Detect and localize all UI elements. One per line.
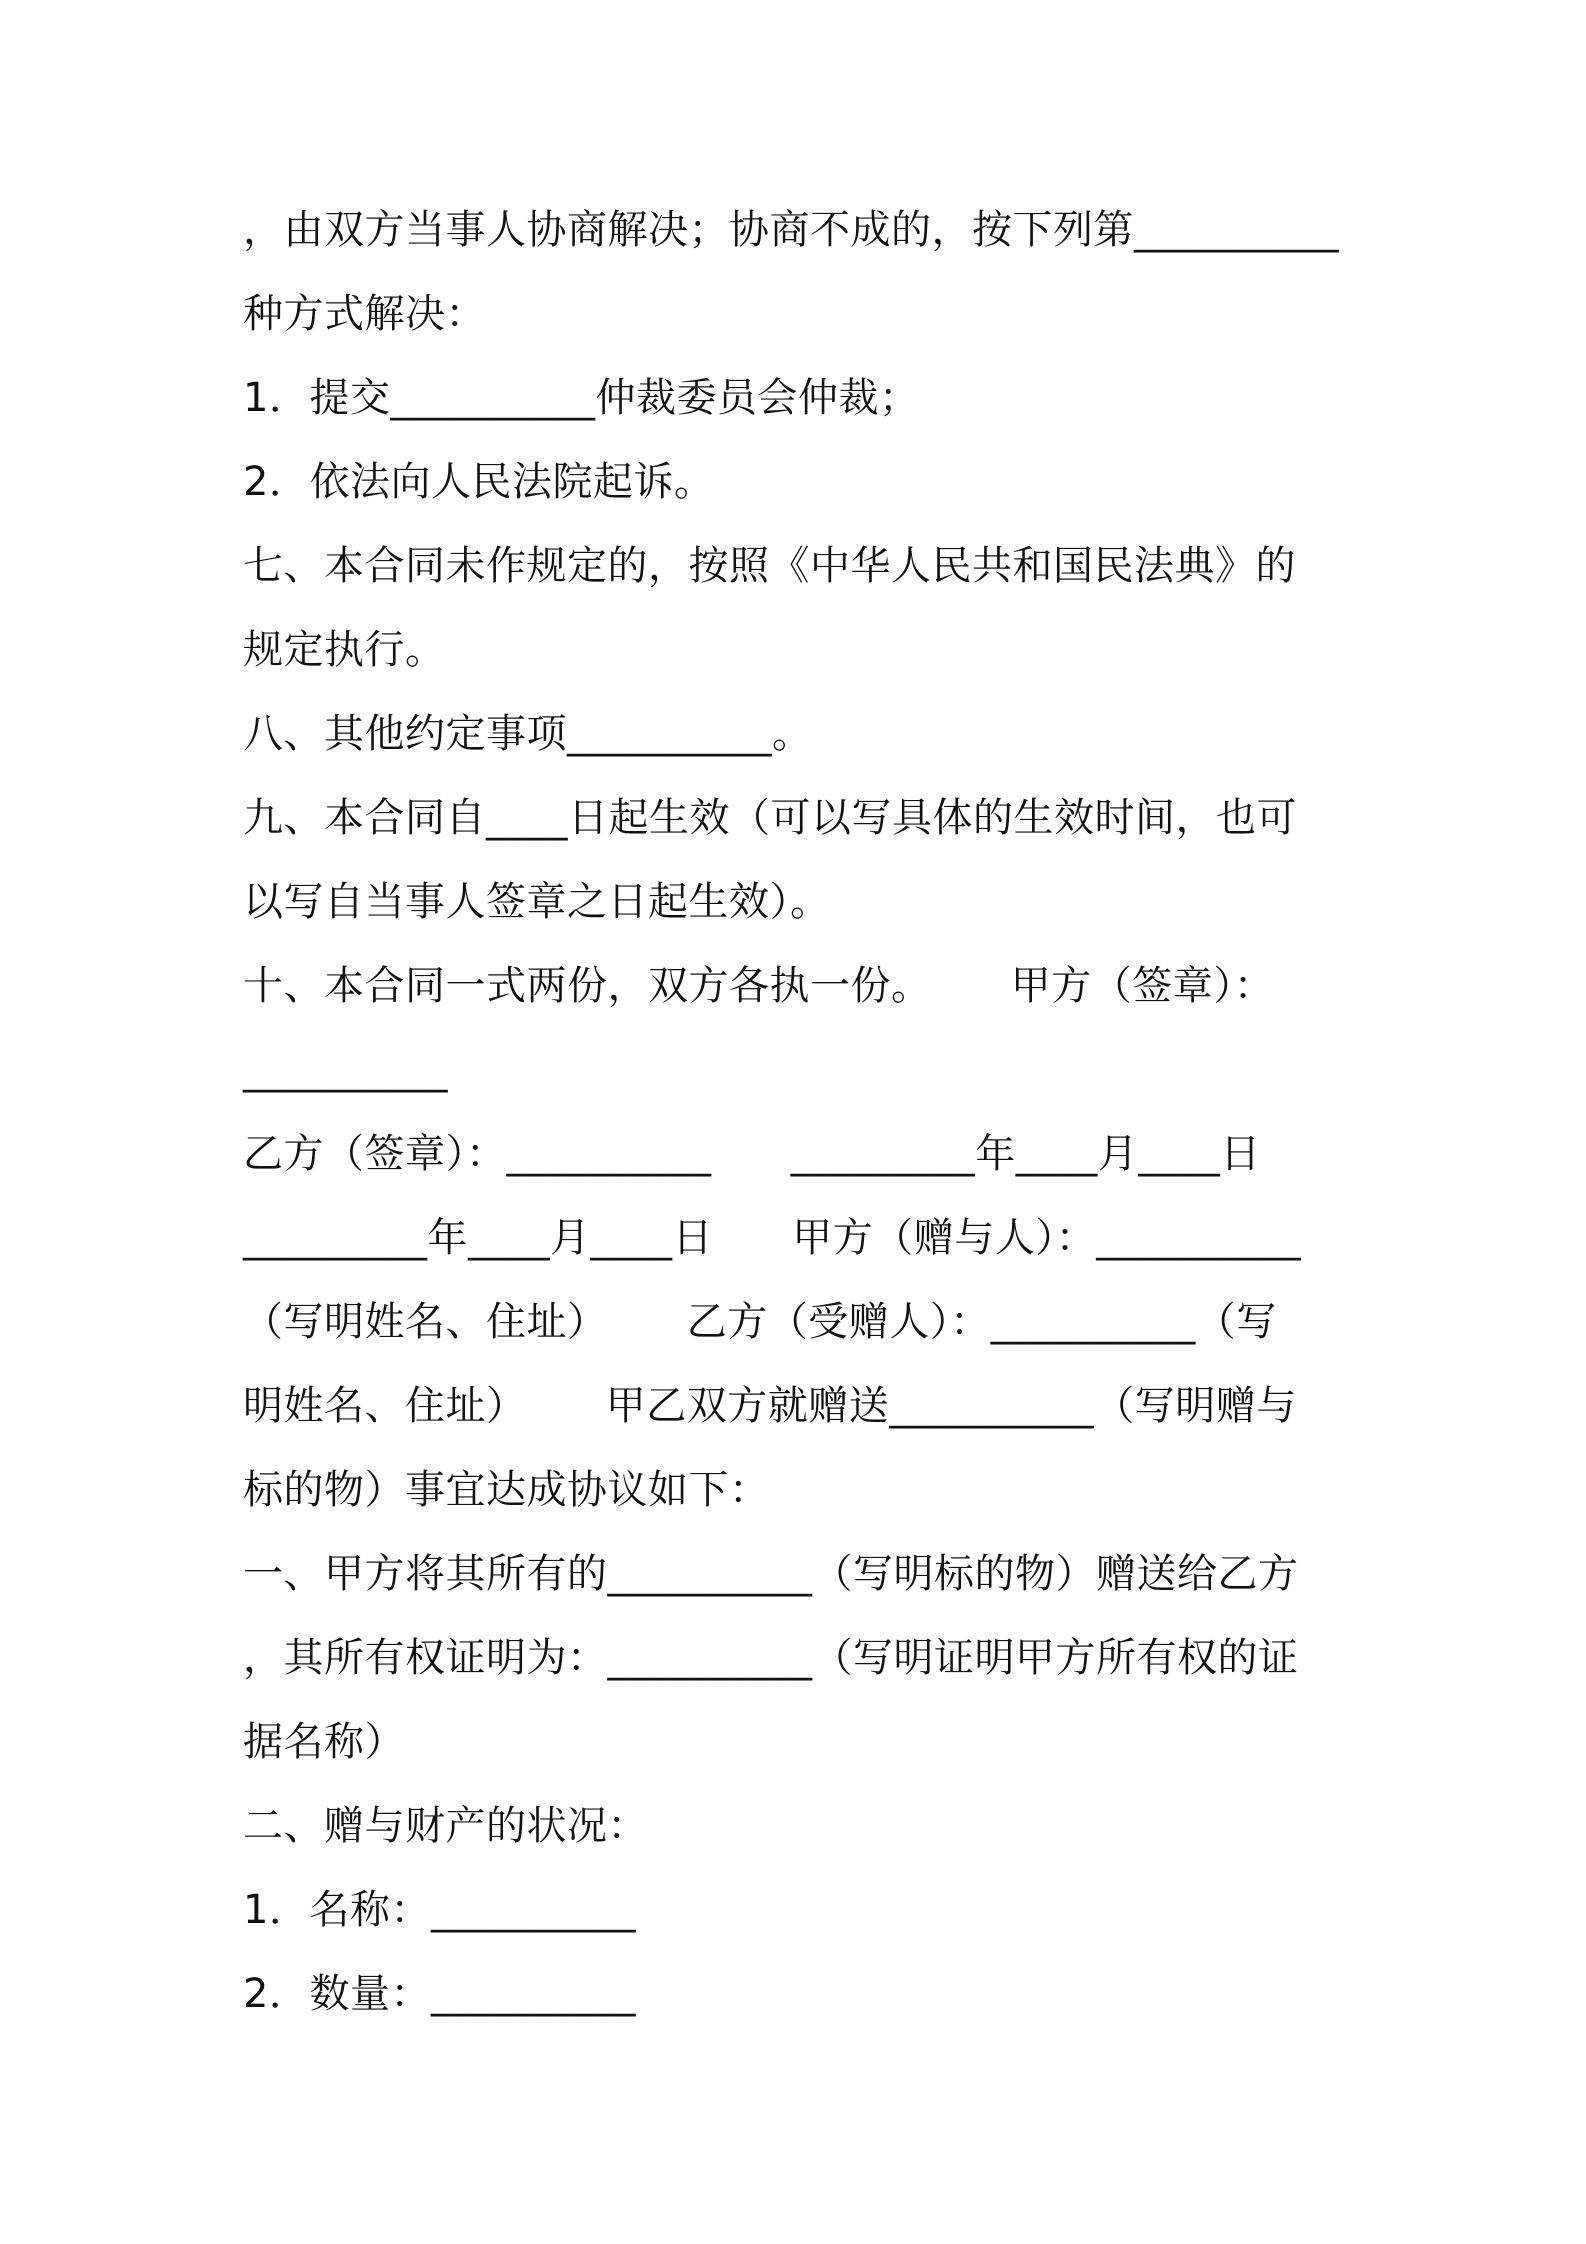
text-line-2: 种方式解决：: [243, 291, 486, 337]
text-line-7: 八、其他约定事项__________。: [243, 711, 813, 757]
text-line-18: ，其所有权证明为：__________（写明证明甲方所有权的证: [243, 1635, 1299, 1681]
text-line-6: 规定执行。: [243, 627, 446, 673]
text-line-1: ，由双方当事人协商解决；协商不成的，按下列第__________: [243, 207, 1339, 253]
text-line-14: （写明姓名、住址） 乙方（受赠人）：__________（写: [243, 1299, 1277, 1345]
text-line-5: 七、本合同未作规定的，按照《中华人民共和国民法典》的: [243, 543, 1296, 589]
text-line-10: 十、本合同一式两份，双方各执一份。 甲方（签章）：: [243, 963, 1275, 1009]
text-line-11: __________: [243, 1047, 448, 1093]
text-line-17: 一、甲方将其所有的__________（写明标的物）赠送给乙方: [243, 1551, 1299, 1597]
text-line-22: 2．数量：__________: [243, 1971, 636, 2017]
text-line-15: 明姓名、住址） 甲乙双方就赠送__________（写明赠与: [243, 1383, 1297, 1429]
text-line-12: 乙方（签章）：__________ _________年____月____日: [243, 1131, 1261, 1177]
text-line-4: 2．依法向人民法院起诉。: [243, 459, 715, 505]
text-line-8: 九、本合同自____日起生效（可以写具体的生效时间，也可: [243, 795, 1297, 841]
text-line-16: 标的物）事宜达成协议如下：: [243, 1467, 770, 1513]
text-line-19: 据名称）: [243, 1719, 405, 1765]
text-line-21: 1．名称：__________: [243, 1887, 636, 1933]
text-line-9: 以写自当事人签章之日起生效）。: [243, 879, 831, 925]
text-line-13: _________年____月____日 甲方（赠与人）：__________: [243, 1215, 1302, 1261]
text-line-20: 二、赠与财产的状况：: [243, 1803, 648, 1849]
text-line-3: 1．提交__________仲裁委员会仲裁；: [243, 375, 920, 421]
